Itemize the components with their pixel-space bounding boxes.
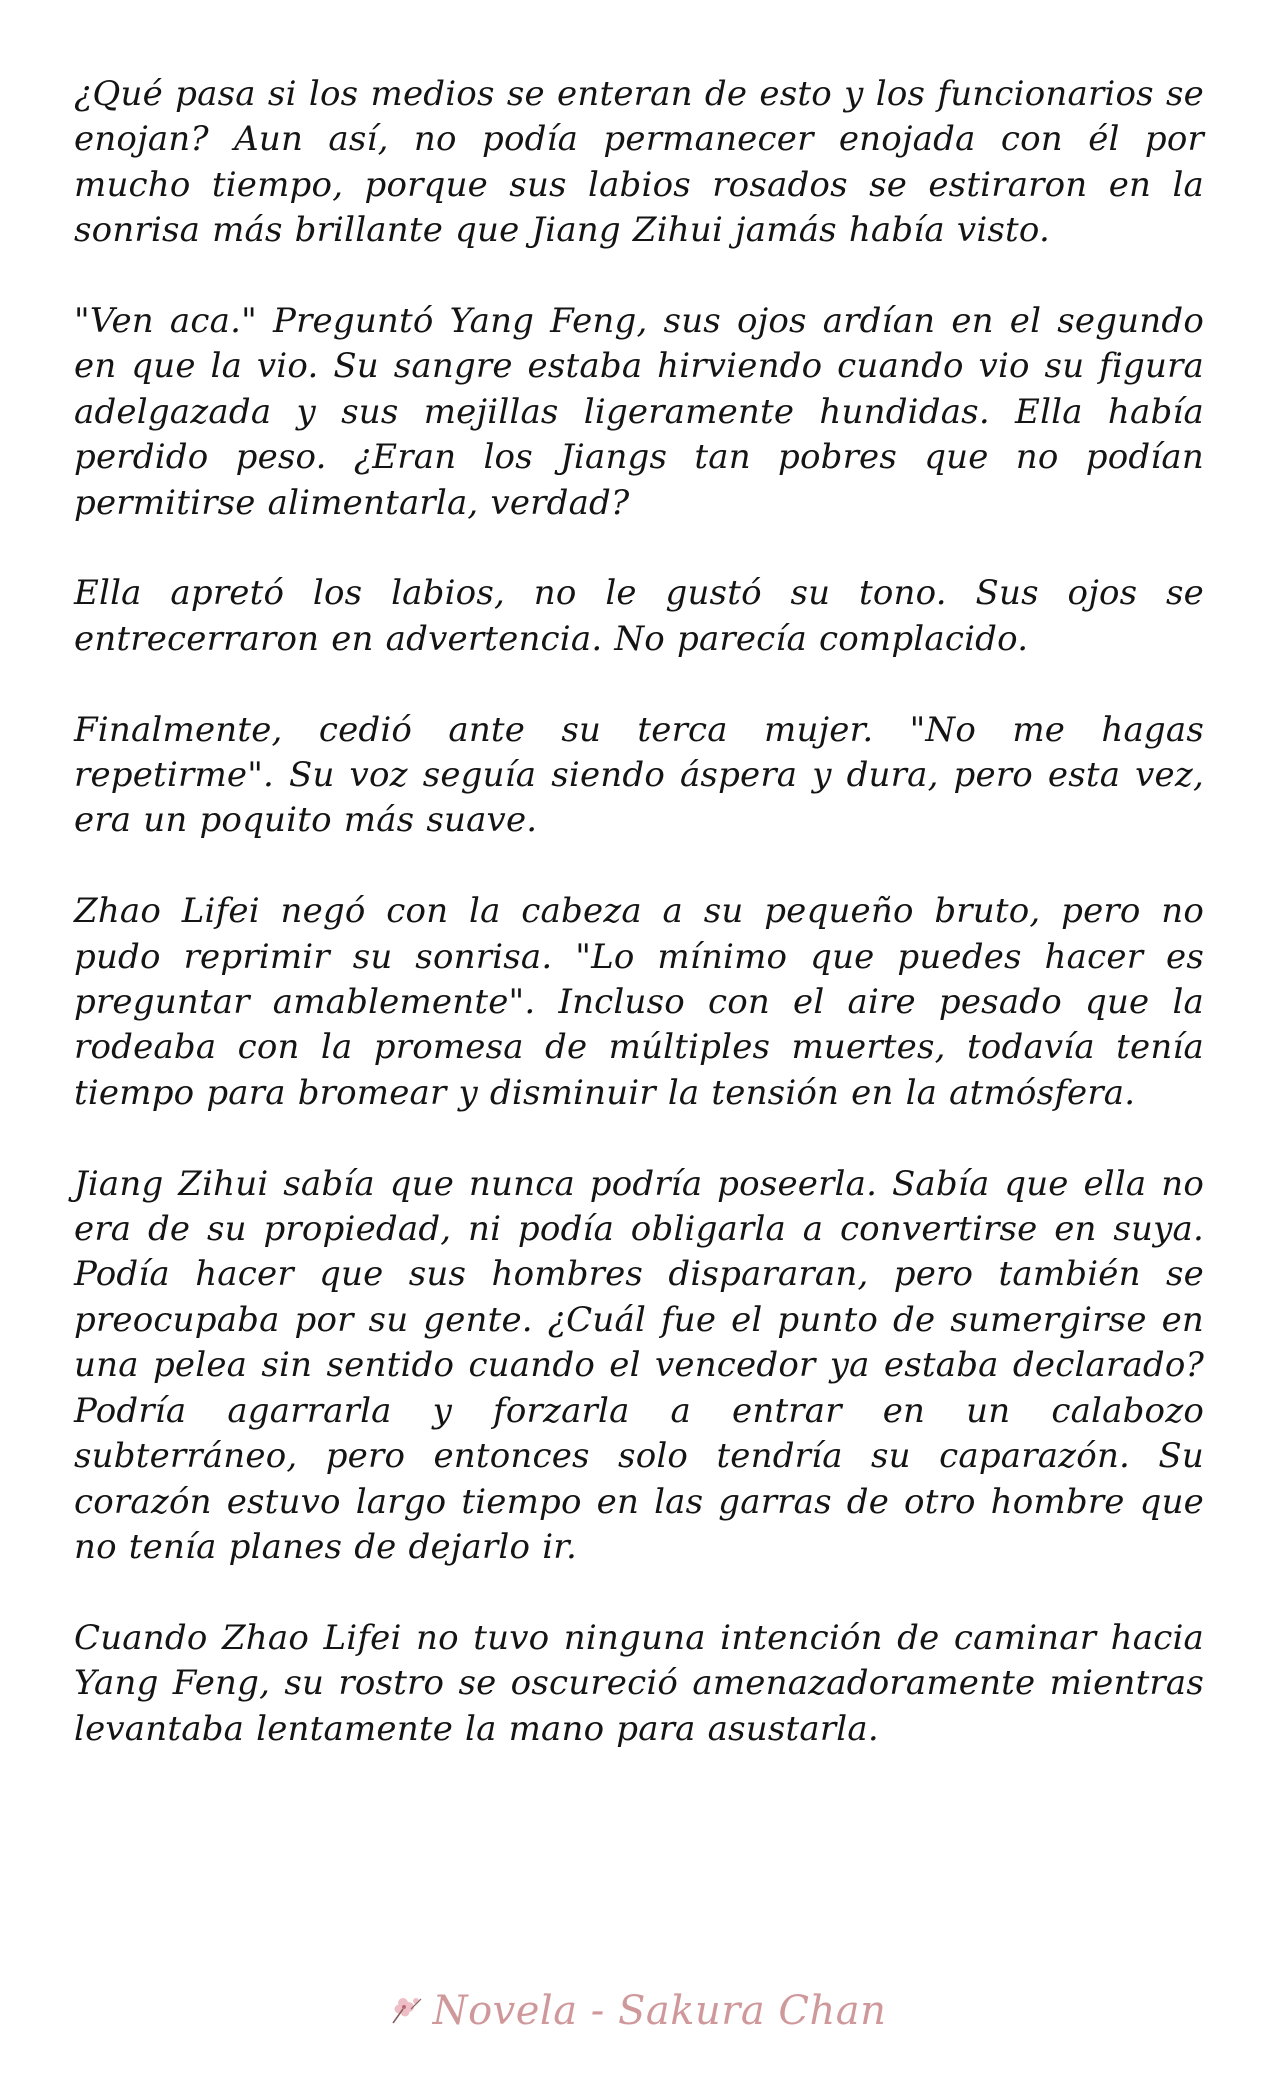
paragraph-2: "Ven aca." Preguntó Yang Feng, sus ojos ardían en el segundo en que la vio. Su sangre estaba hirviendo cuando vio su figura adelgazada y sus mejillas ligeramente hundidas. Ella había perdido peso. ¿Eran los Jiangs tan pobres que no podían permitirse alimentarla, verdad? <box>74 301 1204 523</box>
paragraph-5: Zhao Lifei negó con la cabeza a su pequeño bruto, pero no pudo reprimir su sonrisa. "Lo mínimo que puedes hacer es preguntar amablemente". Incluso con el aire pesado que la rodeaba con la promesa de múltiples muertes, todavía tenía tiempo para bromear y disminuir la tensión en la atmósfera. <box>74 891 1204 1113</box>
paragraph-7: Cuando Zhao Lifei no tuvo ninguna intención de caminar hacia Yang Feng, su rostro se oscureció amenazadoramente mientras levantaba lentamente la mano para asustarla. <box>74 1617 1204 1749</box>
paragraph-6: Jiang Zihui sabía que nunca podría poseerla. Sabía que ella no era de su propiedad, ni podía obligarla a convertirse en suya. Podía hacer que sus hombres dispararan, pero también se preocupaba por su gente. ¿Cuál fue el punto de sumergirse en una pelea sin sentido cuando el vencedor ya estaba declarado? Podría agarrarla y forzarla a entrar en un calabozo subterráneo, pero entonces solo tendría su caparazón. Su corazón estuvo largo tiempo en las garras de otro hombre que no tenía planes de dejarlo ir. <box>74 1163 1204 1567</box>
document-body <box>74 72 1204 1752</box>
paragraph-3: Ella apretó los labios, no le gustó su tono. Sus ojos se entrecerraron en advertencia. No parecía complacido. <box>74 573 1204 659</box>
sakura-blossom-icon <box>389 1991 429 2025</box>
paragraph-1: ¿Qué pasa si los medios se enteran de esto y los funcionarios se enojan? Aun así, no podía permanecer enojada con él por mucho tiempo, porque sus labios rosados se estiraron en la sonrisa más brillante que Jiang Zihui jamás había visto. <box>74 74 1204 251</box>
paragraph-4: Finalmente, cedió ante su terca mujer. "No me hagas repetirme". Su voz seguía siendo áspera y dura, pero esta vez, era un poquito más suave. <box>74 709 1204 841</box>
watermark <box>0 1988 1275 2034</box>
watermark-text: Novela - Sakura Chan <box>432 1988 887 2034</box>
